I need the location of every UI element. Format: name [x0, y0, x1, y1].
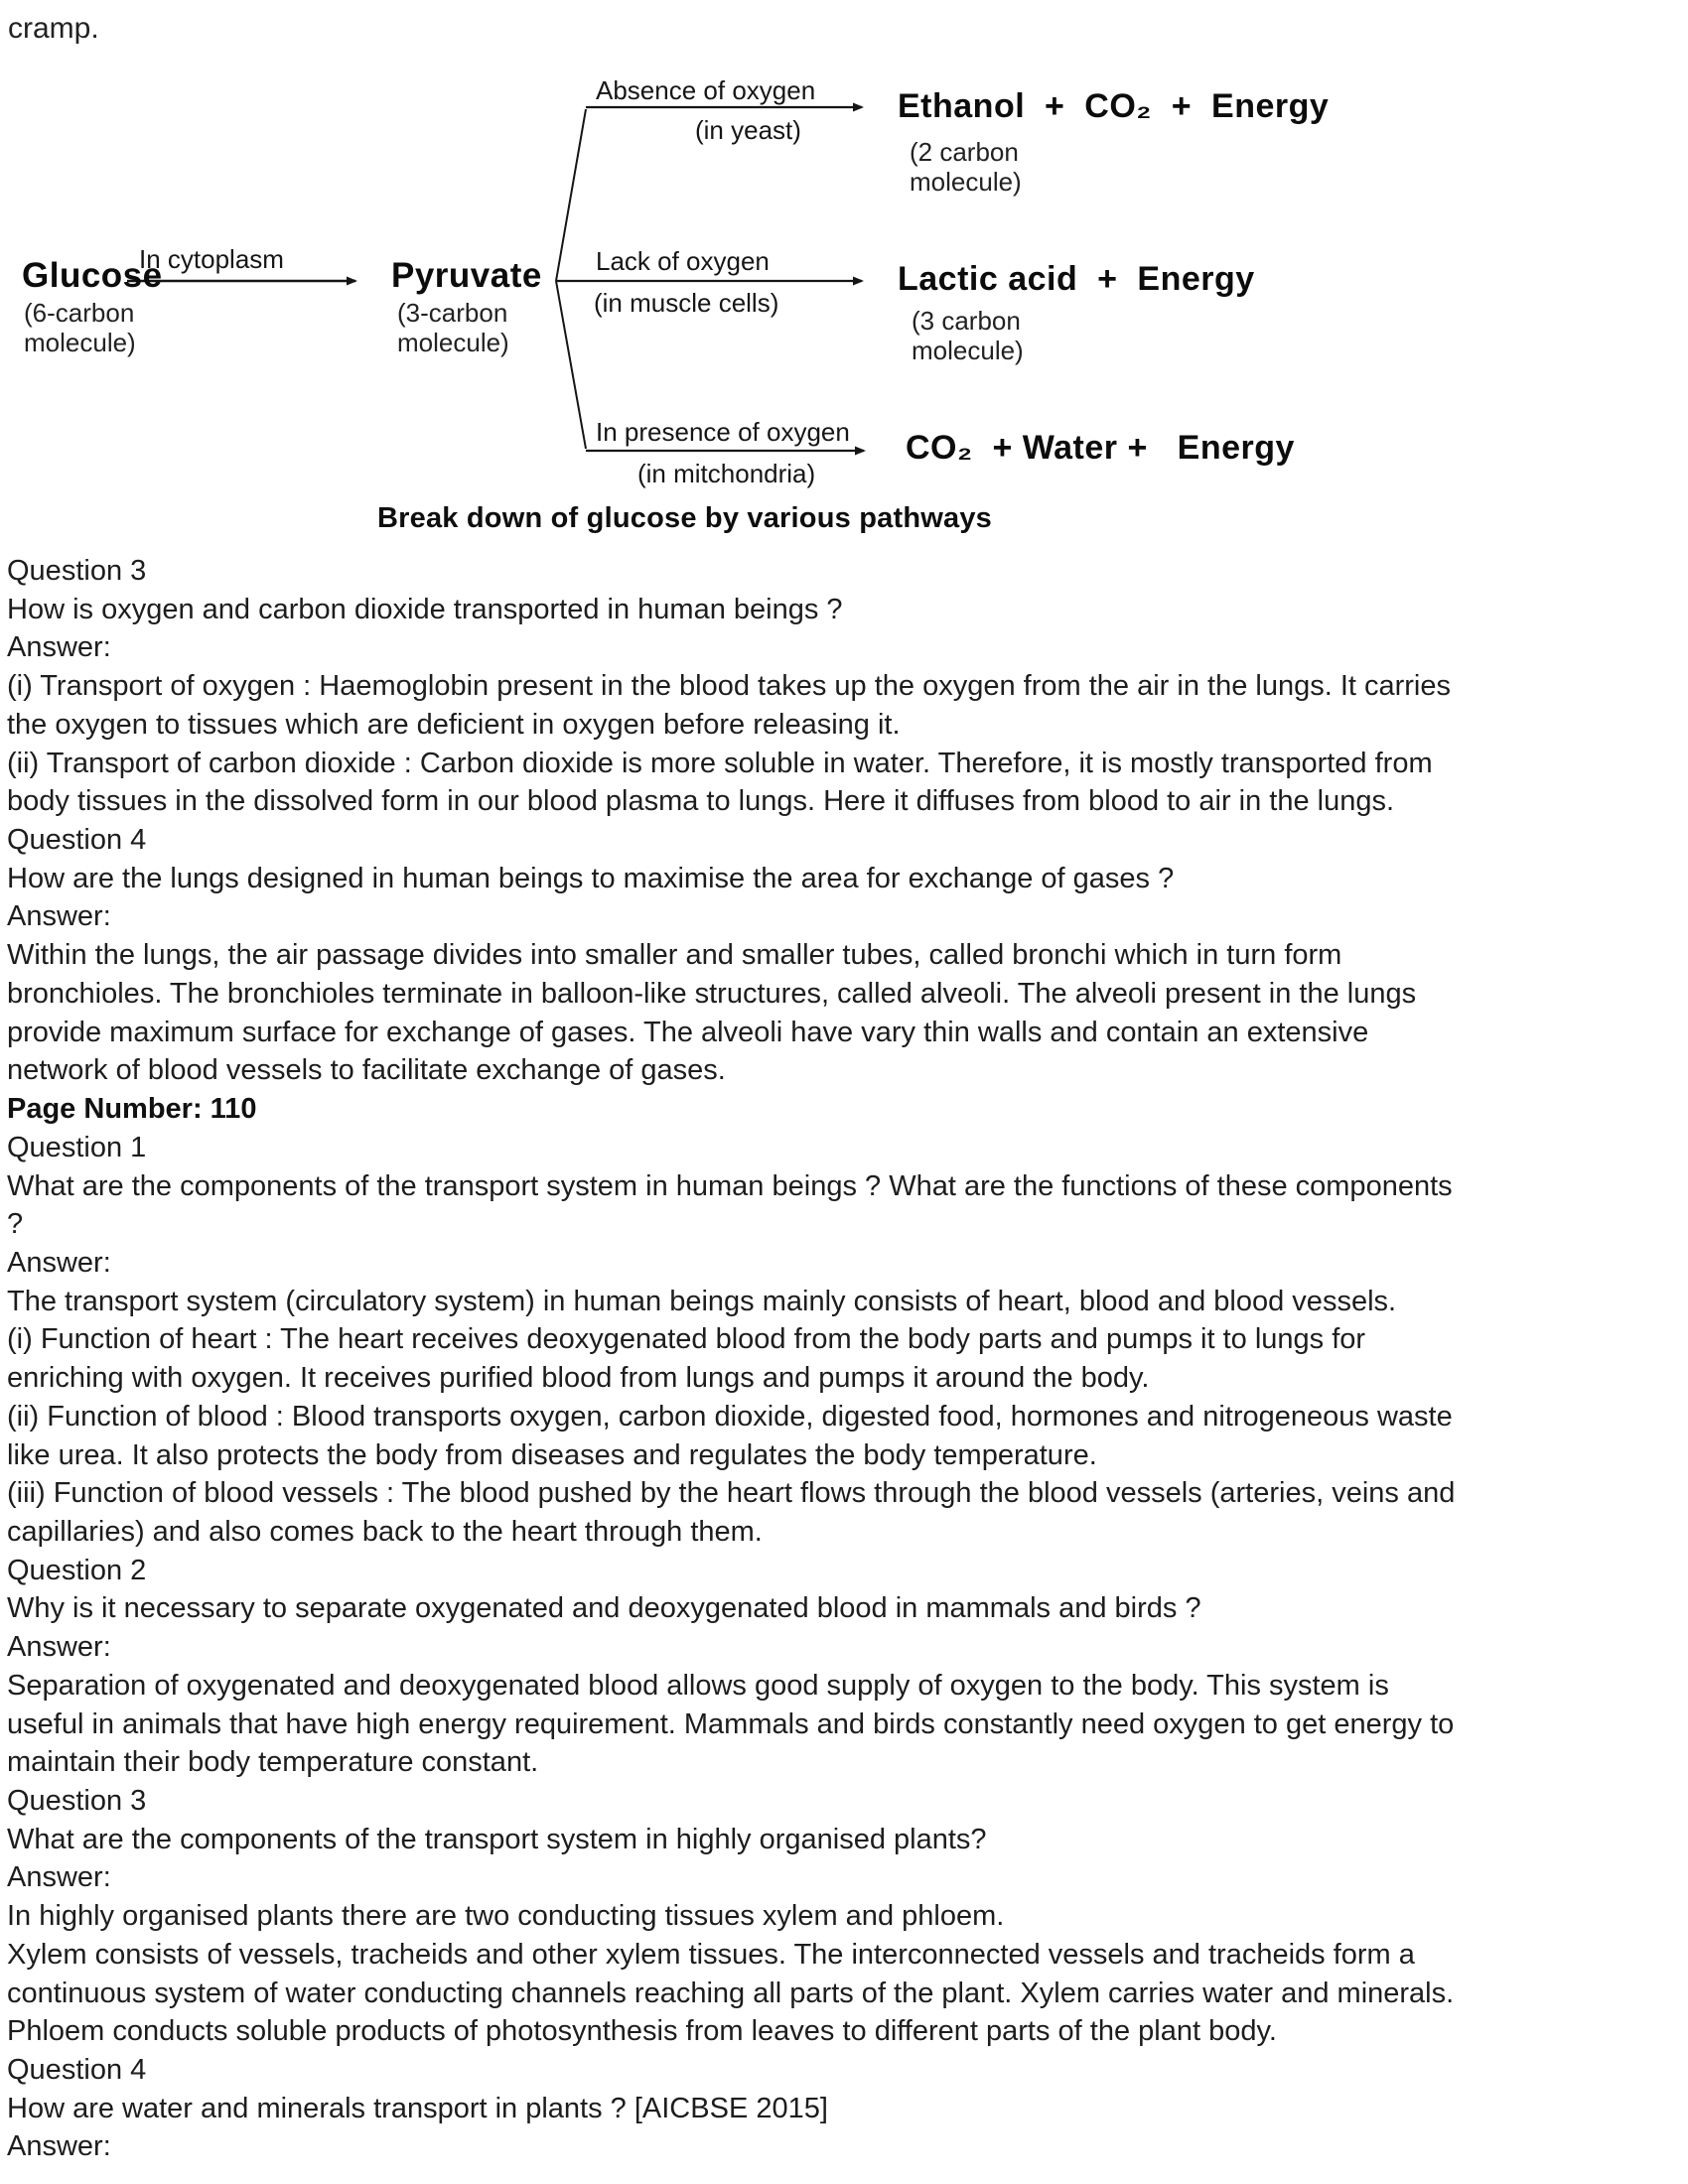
text-line: The transport system (circulatory system) in human beings mainly consists of heart, blood and blood vessels. [7, 1285, 1397, 1317]
text-line: the oxygen to tissues which are deficient in oxygen before releasing it. [7, 708, 901, 741]
text-line: Page Number: 110 [7, 1093, 257, 1126]
diagram-caption: Break down of glucose by various pathways [377, 502, 992, 534]
text-line: Answer: [7, 631, 111, 664]
text-line: Within the lungs, the air passage divides into smaller and smaller tubes, called bronchi which in turn form [7, 939, 1342, 972]
text-line: Answer: [7, 1861, 111, 1894]
text-line: Question 1 [7, 1131, 147, 1163]
branch-mitochondria-product: CO₂ + Water + Energy [906, 429, 1295, 467]
text-line: capillaries) and also comes back to the heart through them. [7, 1515, 763, 1548]
glucose-node-label: Glucose [22, 256, 163, 295]
cytoplasm-arrow-label: In cytoplasm [139, 244, 284, 274]
branch-yeast-location: (in yeast) [695, 115, 801, 145]
text-line: Question 4 [7, 824, 147, 857]
content-text [7, 552, 1685, 2166]
text-line: Answer: [7, 900, 111, 933]
text-line: ? [7, 1208, 24, 1241]
text-line: Question 3 [7, 555, 147, 587]
text-line: continuous system of water conducting channels reaching all parts of the plant. Xylem carries water and minerals. [7, 1977, 1455, 2009]
text-line: (ii) Transport of carbon dioxide : Carbon dioxide is more soluble in water. Therefore, it is mostly transported from [7, 747, 1433, 779]
text-line: (i) Transport of oxygen : Haemoglobin present in the blood takes up the oxygen from the air in the lungs. It carries [7, 670, 1452, 703]
intro-text-line: cramp. [8, 12, 99, 45]
pathway-arrows [0, 0, 1688, 556]
branch-muscle-subtext-2: molecule) [912, 336, 1024, 365]
text-line: Answer: [7, 2130, 111, 2163]
branch-mitochondria-location: (in mitchondria) [637, 459, 816, 488]
branch-muscle-subtext-1: (3 carbon [912, 306, 1021, 336]
branch-muscle-location: (in muscle cells) [594, 288, 779, 318]
text-line: Phloem conducts soluble products of photosynthesis from leaves to different parts of the plant body. [7, 2015, 1277, 2048]
text-line: Answer: [7, 1631, 111, 1664]
text-line: How are water and minerals transport in plants ? [AICBSE 2015] [7, 2092, 828, 2124]
text-line: (ii) Function of blood : Blood transports oxygen, carbon dioxide, digested food, hormones and nitrogeneous waste [7, 1400, 1453, 1433]
text-line: Question 3 [7, 1785, 147, 1817]
text-line: (i) Function of heart : The heart receives deoxygenated blood from the body parts and pumps it to lungs for [7, 1323, 1366, 1356]
text-line: Question 4 [7, 2054, 147, 2087]
text-line: Separation of oxygenated and deoxygenated blood allows good supply of oxygen to the body. This system is [7, 1669, 1389, 1702]
text-line: body tissues in the dissolved form in our blood plasma to lungs. Here it diffuses from blood to air in the lungs. [7, 785, 1395, 818]
text-line: provide maximum surface for exchange of gases. The alveoli have vary thin walls and contain an extensive [7, 1016, 1369, 1048]
text-line: network of blood vessels to facilitate exchange of gases. [7, 1054, 726, 1087]
text-line: Question 2 [7, 1554, 147, 1586]
text-line: enriching with oxygen. It receives purified blood from lungs and pumps it around the body. [7, 1362, 1150, 1395]
text-line: What are the components of the transport system in highly organised plants? [7, 1823, 987, 1855]
text-line: Why is it necessary to separate oxygenated and deoxygenated blood in mammals and birds ? [7, 1592, 1201, 1625]
glucose-subtext-2: molecule) [24, 328, 136, 357]
pyruvate-subtext-2: molecule) [397, 328, 509, 357]
text-line: Xylem consists of vessels, tracheids and other xylem tissues. The interconnected vessels and tracheids form a [7, 1938, 1415, 1971]
text-line: bronchioles. The bronchioles terminate in balloon-like structures, called alveoli. The alveoli present in the lungs [7, 977, 1417, 1010]
branch-mitochondria-condition: In presence of oxygen [596, 417, 850, 447]
branch-muscle-product: Lactic acid + Energy [898, 260, 1255, 298]
text-line: How is oxygen and carbon dioxide transported in human beings ? [7, 593, 843, 625]
text-line: How are the lungs designed in human beings to maximise the area for exchange of gases ? [7, 862, 1175, 894]
branch-yeast-subtext-1: (2 carbon [910, 137, 1019, 167]
pyruvate-node-label: Pyruvate [391, 256, 542, 295]
text-line: maintain their body temperature constant. [7, 1746, 539, 1779]
branch-muscle-condition: Lack of oxygen [596, 246, 770, 276]
text-line: (iii) Function of blood vessels : The blood pushed by the heart flows through the blood vessels (arteries, veins and [7, 1477, 1456, 1510]
text-line: useful in animals that have high energy requirement. Mammals and birds constantly need oxygen to get energy to [7, 1707, 1455, 1740]
text-line: In highly organised plants there are two conducting tissues xylem and phloem. [7, 1900, 1005, 1933]
branch-yeast-subtext-2: molecule) [910, 167, 1022, 197]
pyruvate-subtext-1: (3-carbon [397, 298, 508, 328]
text-line: What are the components of the transport system in human beings ? What are the functions of these components [7, 1169, 1453, 1202]
text-line: Answer: [7, 1246, 111, 1279]
text-line: like urea. It also protects the body from diseases and regulates the body temperature. [7, 1438, 1097, 1471]
branch-yeast-product: Ethanol + CO₂ + Energy [898, 87, 1330, 125]
glucose-subtext-1: (6-carbon [24, 298, 135, 328]
branch-yeast-condition: Absence of oxygen [596, 75, 816, 105]
